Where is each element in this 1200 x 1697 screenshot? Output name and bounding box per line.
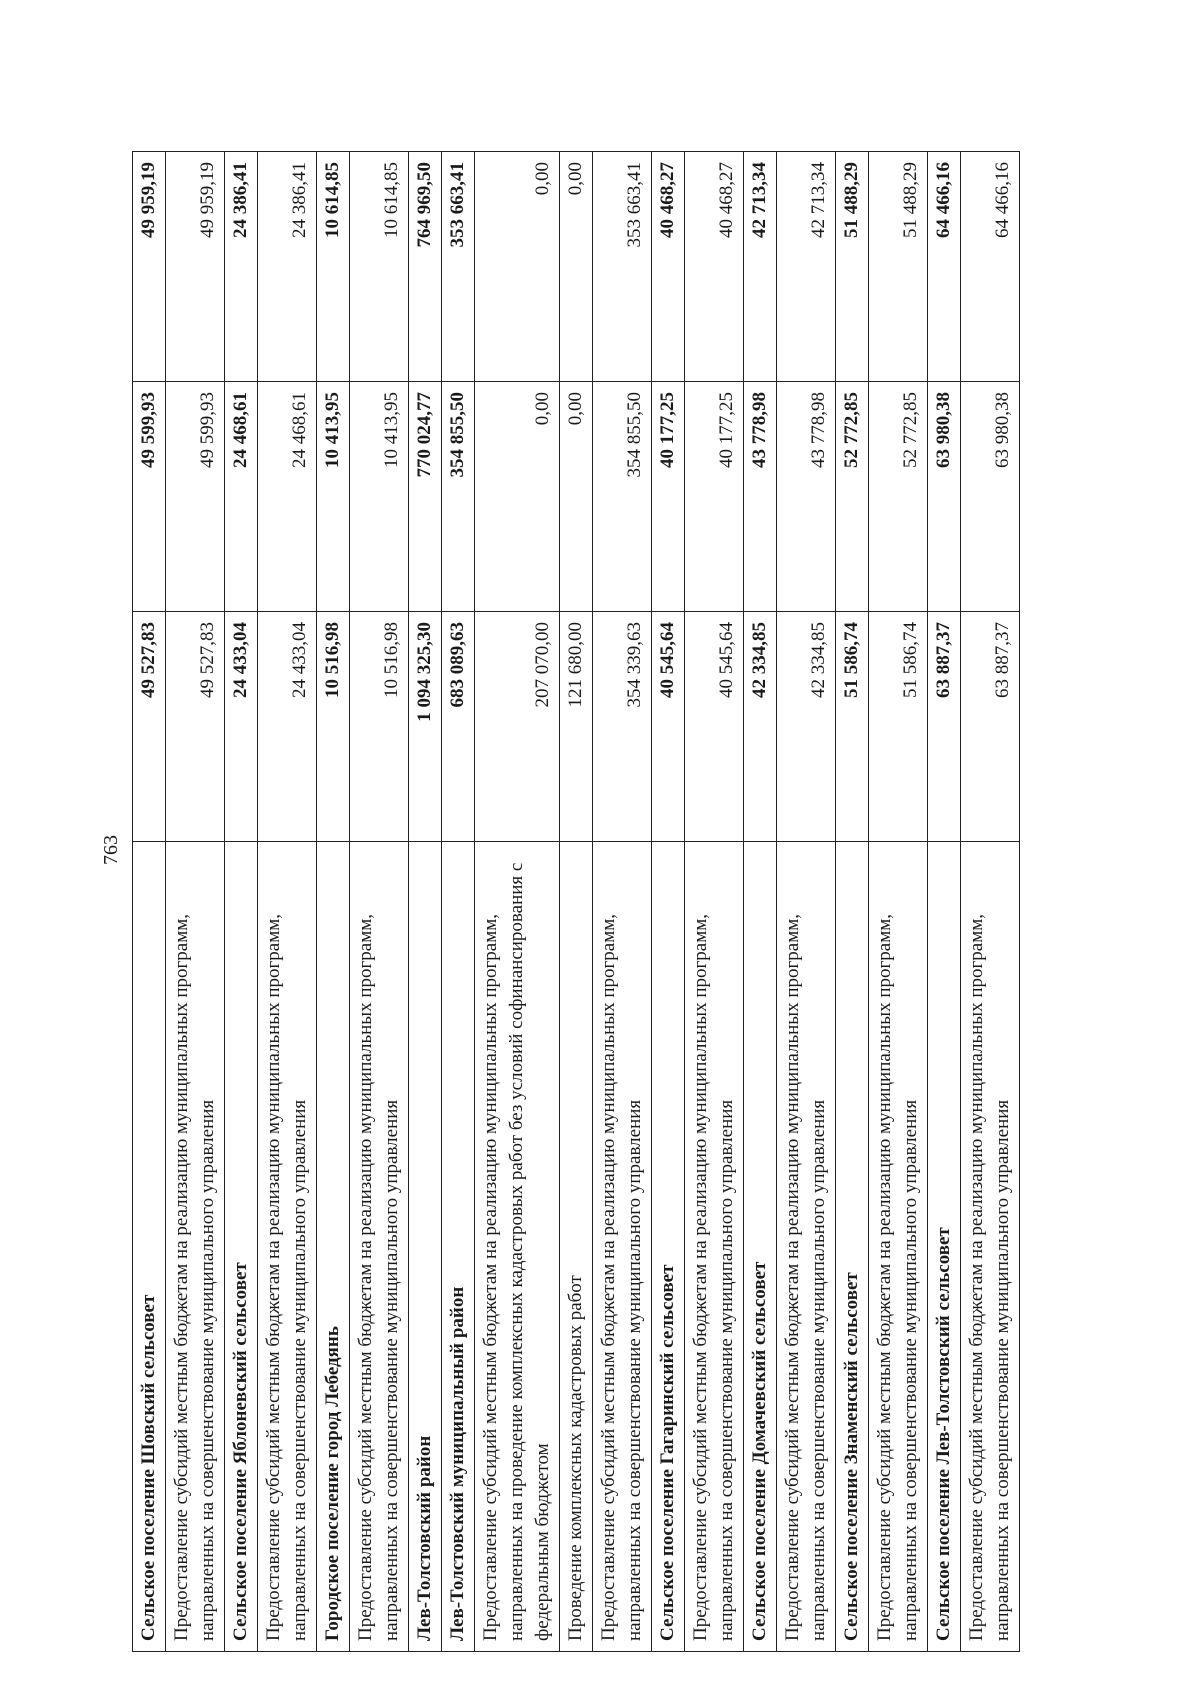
row-value-1: 51 586,74 [836,612,869,842]
row-description: Предоставление субсидий местным бюджетам на реализацию муниципальных программ, направленных на совершенствование муниципального управления [777,842,836,1652]
table-section-row [225,152,258,1652]
table-row [961,152,1020,1652]
row-value-1: 1 094 325,30 [409,612,442,842]
table-section-row [317,152,350,1652]
table-row [166,152,225,1652]
row-value-2: 24 468,61 [258,382,317,612]
row-value-3: 64 466,16 [961,152,1020,382]
row-value-2: 24 468,61 [225,382,258,612]
row-description: Предоставление субсидий местным бюджетам на реализацию муниципальных программ, направленных на проведение комплексных кадастровых работ без условий софинансирования с федеральным бюджетом [475,842,560,1652]
row-description: Городское поселение город Лебедянь [317,842,350,1652]
table-row [593,152,652,1652]
row-description: Сельское поселение Домачевский сельсовет [744,842,777,1652]
row-value-2: 770 024,77 [409,382,442,612]
row-value-3: 40 468,27 [652,152,685,382]
row-value-1: 24 433,04 [225,612,258,842]
table-section-row [652,152,685,1652]
row-description: Проведение комплексных кадастровых работ [560,842,593,1652]
row-value-2: 43 778,98 [744,382,777,612]
row-value-1: 42 334,85 [777,612,836,842]
row-value-3: 764 969,50 [409,152,442,382]
row-value-1: 683 089,63 [442,612,475,842]
table-row [350,152,409,1652]
table-section-row [836,152,869,1652]
row-value-1: 51 586,74 [869,612,928,842]
page-number: 763 [100,835,122,865]
row-value-3: 42 713,34 [744,152,777,382]
row-value-1: 207 070,00 [475,612,560,842]
row-value-3: 51 488,29 [869,152,928,382]
row-value-2: 10 413,95 [350,382,409,612]
row-value-2: 0,00 [560,382,593,612]
row-value-3: 0,00 [475,152,560,382]
row-value-2: 52 772,85 [836,382,869,612]
row-value-1: 63 887,37 [961,612,1020,842]
row-description: Сельское поселение Знаменский сельсовет [836,842,869,1652]
row-value-3: 353 663,41 [593,152,652,382]
row-value-2: 40 177,25 [685,382,744,612]
row-value-2: 49 599,93 [166,382,225,612]
row-value-3: 49 959,19 [166,152,225,382]
row-value-3: 42 713,34 [777,152,836,382]
row-description: Лев-Толстовский район [409,842,442,1652]
row-value-3: 49 959,19 [133,152,166,382]
row-value-3: 10 614,85 [350,152,409,382]
row-description: Предоставление субсидий местным бюджетам на реализацию муниципальных программ, направленных на совершенствование муниципального управления [685,842,744,1652]
row-value-2: 52 772,85 [869,382,928,612]
row-value-3: 40 468,27 [685,152,744,382]
row-value-3: 10 614,85 [317,152,350,382]
row-value-3: 353 663,41 [442,152,475,382]
row-description: Предоставление субсидий местным бюджетам на реализацию муниципальных программ, направленных на совершенствование муниципального управления [350,842,409,1652]
row-value-2: 0,00 [475,382,560,612]
table-section-row [409,152,442,1652]
row-description: Предоставление субсидий местным бюджетам на реализацию муниципальных программ, направленных на совершенствование муниципального управления [593,842,652,1652]
row-value-3: 0,00 [560,152,593,382]
row-value-1: 63 887,37 [928,612,961,842]
row-description: Сельское поселение Яблоневский сельсовет [225,842,258,1652]
row-description: Сельское поселение Шовский сельсовет [133,842,166,1652]
row-description: Лев-Толстовский муниципальный район [442,842,475,1652]
row-description: Предоставление субсидий местным бюджетам на реализацию муниципальных программ, направленных на совершенствование муниципального управления [961,842,1020,1652]
row-description: Предоставление субсидий местным бюджетам на реализацию муниципальных программ, направленных на совершенствование муниципального управления [166,842,225,1652]
row-value-1: 40 545,64 [685,612,744,842]
table-row [685,152,744,1652]
row-description: Сельское поселение Гагаринский сельсовет [652,842,685,1652]
row-description: Предоставление субсидий местным бюджетам на реализацию муниципальных программ, направленных на совершенствование муниципального управления [258,842,317,1652]
table-row [258,152,317,1652]
row-value-2: 63 980,38 [961,382,1020,612]
row-value-2: 49 599,93 [133,382,166,612]
row-description: Сельское поселение Лев-Толстовский сельсовет [928,842,961,1652]
table-row [560,152,593,1652]
table-body [133,152,1020,1652]
table-section-row [744,152,777,1652]
table-section-row [442,152,475,1652]
row-value-1: 49 527,83 [133,612,166,842]
row-value-3: 24 386,41 [225,152,258,382]
budget-table [132,151,1020,1652]
row-value-2: 40 177,25 [652,382,685,612]
row-value-1: 49 527,83 [166,612,225,842]
row-value-3: 64 466,16 [928,152,961,382]
table-row [475,152,560,1652]
row-value-2: 63 980,38 [928,382,961,612]
row-value-3: 24 386,41 [258,152,317,382]
row-value-2: 354 855,50 [593,382,652,612]
row-value-1: 40 545,64 [652,612,685,842]
table-row [869,152,928,1652]
row-value-2: 10 413,95 [317,382,350,612]
table-section-row [928,152,961,1652]
row-value-2: 354 855,50 [442,382,475,612]
row-value-2: 43 778,98 [777,382,836,612]
row-value-1: 10 516,98 [317,612,350,842]
row-value-1: 24 433,04 [258,612,317,842]
row-description: Предоставление субсидий местным бюджетам на реализацию муниципальных программ, направленных на совершенствование муниципального управления [869,842,928,1652]
row-value-1: 121 680,00 [560,612,593,842]
row-value-1: 10 516,98 [350,612,409,842]
row-value-3: 51 488,29 [836,152,869,382]
row-value-1: 354 339,63 [593,612,652,842]
table-row [777,152,836,1652]
row-value-1: 42 334,85 [744,612,777,842]
rotated-sheet [132,152,1066,1652]
table-section-row [133,152,166,1652]
